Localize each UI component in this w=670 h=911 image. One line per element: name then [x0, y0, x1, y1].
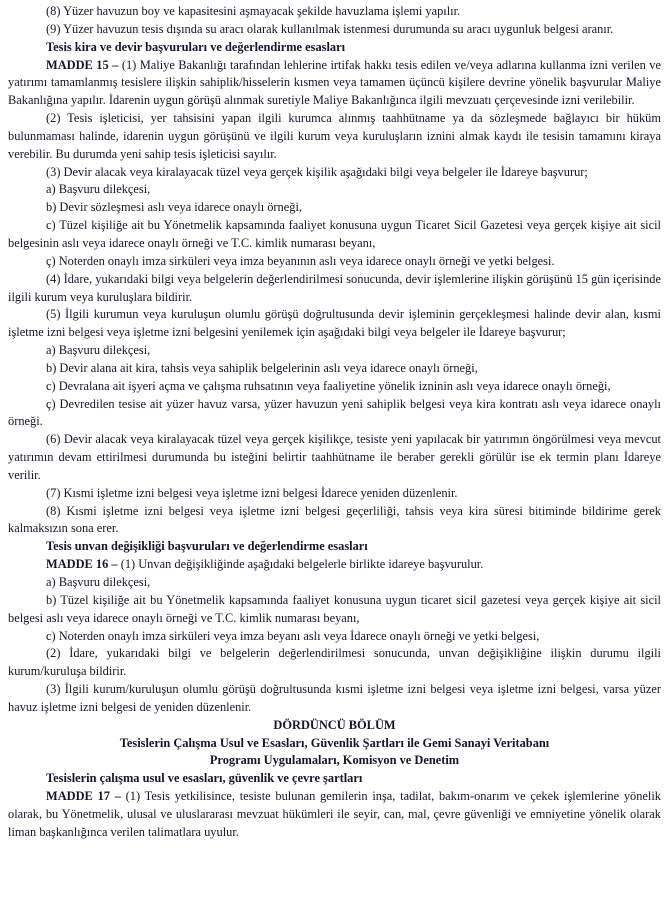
madde-label: MADDE 16 – [46, 557, 118, 572]
section-heading: Tesislerin Çalışma Usul ve Esasları, Güvenlik Şartları ile Gemi Sanayi Veritabanı [119, 735, 550, 750]
section-heading: Programı Uygulamaları, Komisyon ve Denetim [209, 753, 460, 768]
paragraph: (5) İlgili kurumun veya kuruluşun olumlu görüşü doğrultusunda devir işleminin gerçekleşmesi halinde devir alan, kısmi işletme izni belgesi veya işletme izni belgesini yenilemek için aşağıdaki bilgi veya belgeler ile İdareye başvurur; [8, 307, 661, 340]
paragraph: (3) Devir alacak veya kiralayacak tüzel veya gerçek kişilik aşağıdaki bilgi veya belgeler ile İdareye başvurur; [46, 164, 588, 179]
paragraph: b) Tüzel kişiliğe ait bu Yönetmelik kapsamında faaliyet konusuna uygun ticaret sicil gazetesi veya gerçek kişiye ait sicil belgesi aslı veya idarece onaylı örneği ve T.C. kimlik numarası beyanı, [8, 592, 661, 625]
madde-paragraph: MADDE 16 – (1) Unvan değişikliğinde aşağıdaki belgelerle birlikte idareye başvurulur. [46, 557, 484, 572]
paragraph: b) Devir alana ait kira, tahsis veya sahiplik belgelerinin aslı veya idarece onaylı örneği, [46, 360, 478, 375]
paragraph: (7) Kısmi işletme izni belgesi veya işletme izni belgesi İdarece yeniden düzenlenir. [46, 485, 458, 500]
paragraph: a) Başvuru dilekçesi, [46, 182, 151, 197]
paragraph: (8) Yüzer havuzun boy ve kapasitesini aşmayacak şekilde havuzlama işlemi yapılır. [46, 4, 461, 18]
paragraph: a) Başvuru dilekçesi, [46, 343, 151, 358]
paragraph: c) Devralana ait işyeri açma ve çalışma ruhsatının veya faaliyetine yönelik izninin aslı veya idarece onaylı örneği, [46, 378, 611, 393]
madde-label: MADDE 17 – [46, 789, 121, 804]
madde-paragraph: MADDE 15 – (1) Maliye Bakanlığı tarafından lehlerine irtifak hakkı tesis edilen ve/veya adlarına kullanma izni verilen ve yatırımı tamamlanmış tesislere ilişkin sahiplik/hisselerin kısmen veya tamamen üçüncü kişilere devrine yönelik başvurular Maliye Bakanlığına yapılır. İdarenin uygun görüşü alınmak suretiyle Maliye Bakanlığınca ilgili mevzuatı çerçevesinde izni verilebilir. [8, 57, 661, 108]
paragraph: (9) Yüzer havuzun tesis dışında su aracı olarak kullanılmak istenmesi durumunda su aracı uygunluk belgesi aranır. [46, 21, 614, 36]
paragraph: (8) Kısmi işletme izni belgesi veya işletme izni belgesi geçerliliği, tahsis veya kira süresi bitiminde bildirime gerek kalmaksızın sona erer. [8, 503, 661, 536]
section-heading: DÖRDÜNCÜ BÖLÜM [273, 717, 396, 732]
paragraph: (4) İdare, yukarıdaki bilgi veya belgelerin değerlendirilmesi sonucunda, devir işlemlerine ilişkin görüşünü 15 gün içerisinde ilgili kurum veya kuruluşlara bildirir. [8, 271, 661, 304]
article-heading: Tesis unvan değişikliği başvuruları ve değerlendirme esasları [46, 539, 368, 554]
article-heading: Tesislerin çalışma usul ve esasları, güvenlik ve çevre şartları [46, 771, 363, 786]
paragraph: c) Noterden onaylı imza sirküleri veya imza beyanı aslı veya İdarece onaylı örneği ve yetki belgesi, [46, 628, 540, 643]
paragraph: ç) Devredilen tesise ait yüzer havuz varsa, yüzer havuzun yeni sahiplik belgesi veya kira kontratı aslı veya idarece onaylı örneği. [8, 396, 661, 429]
paragraph: ç) Noterden onaylı imza sirküleri veya imza beyanının aslı veya idarece onaylı örneği ve yetki belgesi. [46, 253, 555, 268]
paragraph: (2) İdare, yukarıdaki bilgi ve belgelerin değerlendirilmesi sonucunda, unvan değişikliğine ilişkin durumu ilgili kurum/kuruluşa bildirir. [8, 646, 661, 679]
madde-label: MADDE 15 – [46, 57, 119, 72]
paragraph: (6) Devir alacak veya kiralayacak tüzel veya gerçek kişilikçe, tesiste yeni yapılacak bir yatırımın öngörülmesi veya mevcut yatırımın devam ettirilmesi durumunda bu isteğini belirtir taahhütname ile beraber gerekli görülür ise ek termin planı İdareye verilir. [8, 432, 661, 482]
article-heading: Tesis kira ve devir başvuruları ve değerlendirme esasları [46, 39, 346, 54]
paragraph: (2) Tesis işleticisi, yer tahsisini yapan ilgili kurumca alınmış taahhütname ya da sözleşmede bağlayıcı bir hüküm bulunmaması halinde, idarenin uygun görüşünü ve ilgili kurum veya kuruluşların iznini almak kaydı ile tesisin tamamını kiraya verebilir. Bu durumda yeni sahip tesis işleticisi sayılır. [8, 111, 661, 161]
paragraph: a) Başvuru dilekçesi, [46, 575, 151, 589]
paragraph: b) Devir sözleşmesi aslı veya idarece onaylı örneği, [46, 200, 302, 215]
document-body [8, 3, 661, 842]
madde-paragraph: MADDE 17 – (1) Tesis yetkilisince, tesiste bulunan gemilerin inşa, tadilat, bakım-onarım ve çekek işlemlerine yönelik olarak, bu Yönetmelik, ulusal ve uluslararası mevzuat hükümleri ile seyir, can, mal, çevre güvenliği ve emniyetine yönelik olarak liman başkanlığınca verilen talimatlara uyulur. [8, 789, 662, 839]
paragraph: (3) İlgili kurum/kuruluşun olumlu görüşü doğrultusunda kısmi işletme izni belgesi veya işletme izni belgesi, varsa yüzer havuz işletme izni belgesi de yeniden düzenlenir. [8, 682, 661, 714]
paragraph: c) Tüzel kişiliğe ait bu Yönetmelik kapsamında faaliyet konusuna uygun Ticaret Sicil Gazetesi veya gerçek kişiye ait sicil belgesinin aslı veya idarece onaylı örneği ve T.C. kimlik numarası beyanı, [8, 218, 661, 250]
